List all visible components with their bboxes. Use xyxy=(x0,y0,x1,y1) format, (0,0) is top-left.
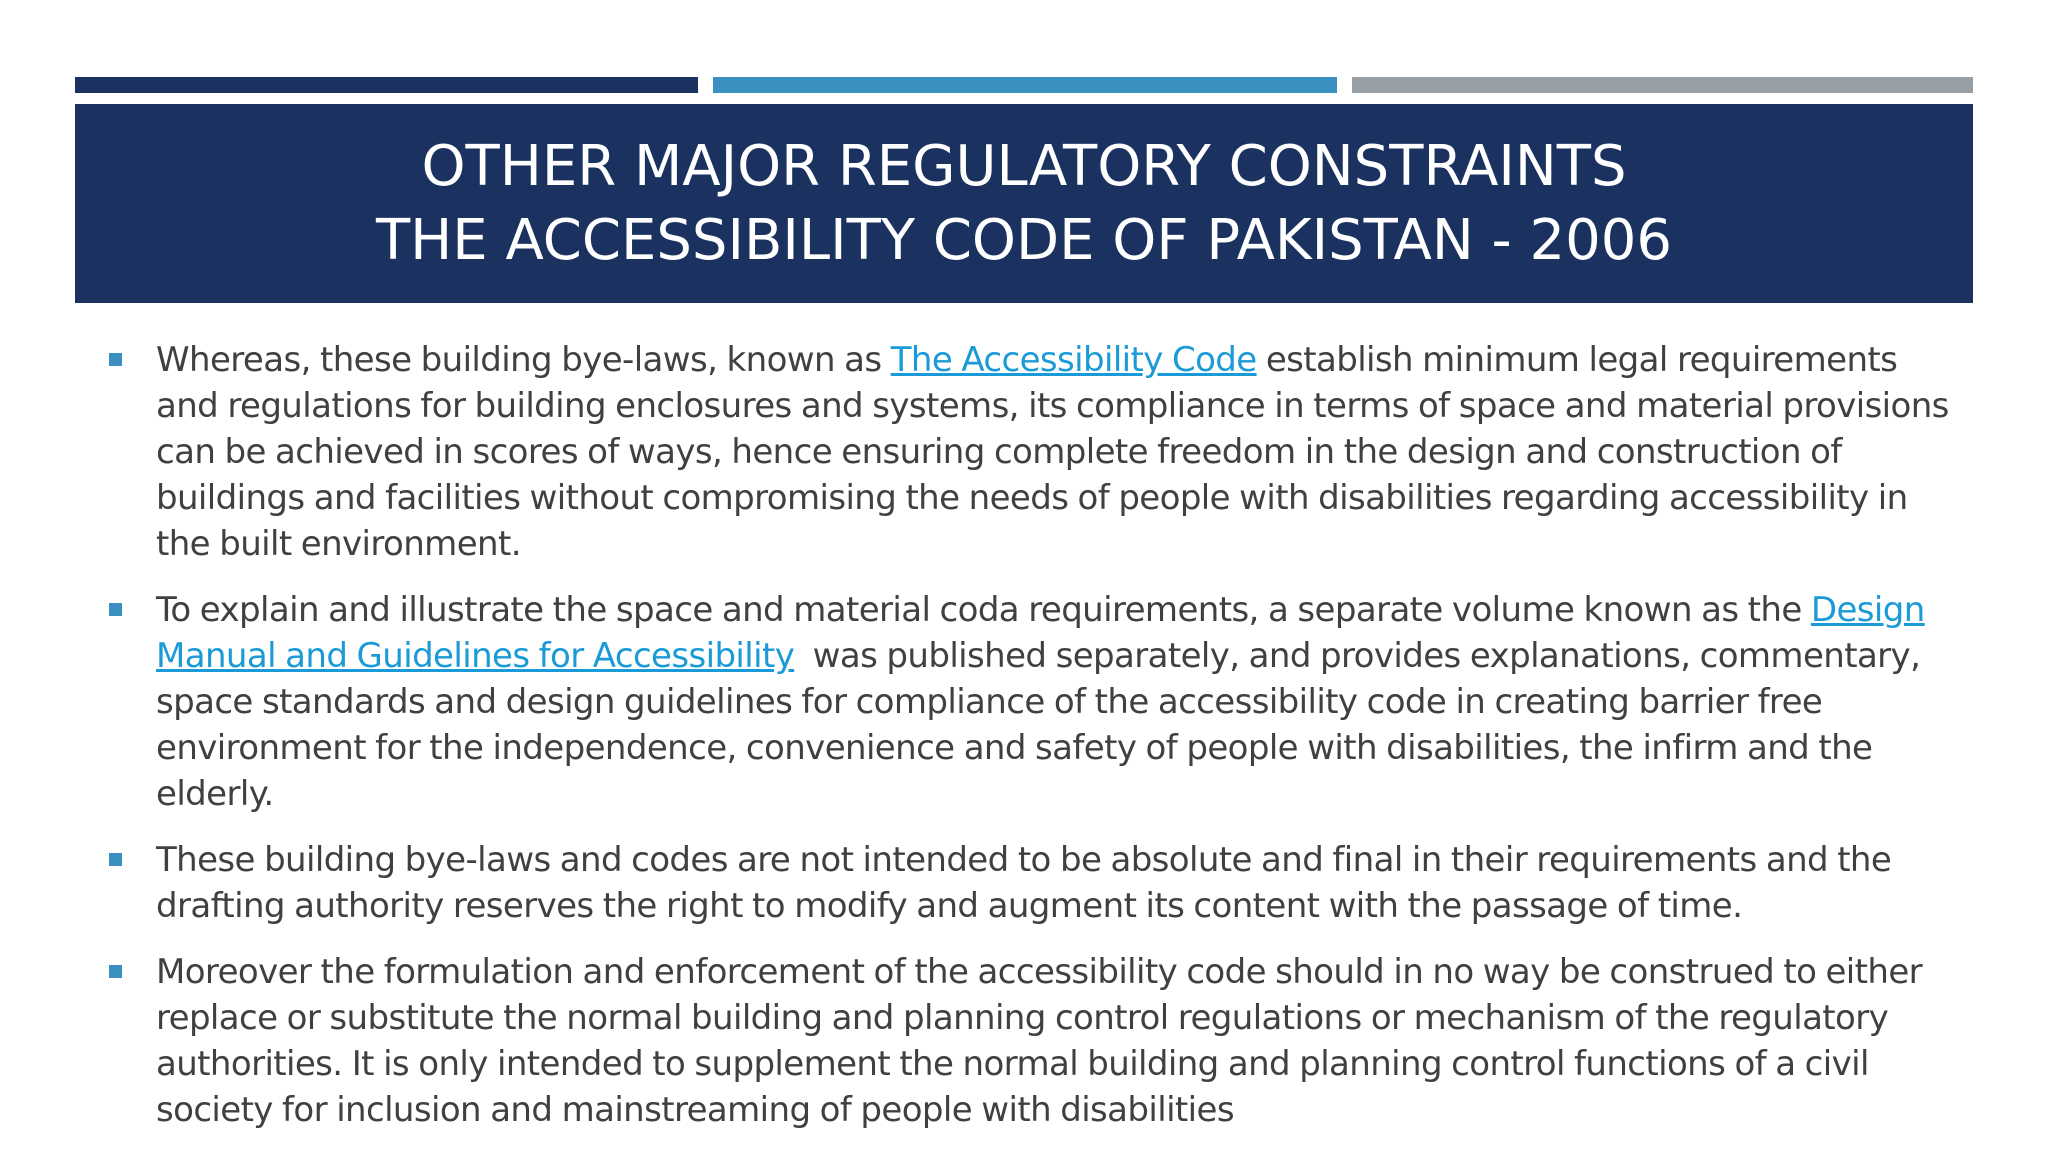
accent-bar-blue xyxy=(713,77,1337,93)
accent-bar-dark xyxy=(75,77,698,93)
bullet-text-before: To explain and illustrate the space and material coda requirements, a separate volume known as the xyxy=(156,590,1811,630)
square-bullet-icon xyxy=(109,353,122,366)
title-line-2: THE ACCESSIBILITY CODE OF PAKISTAN - 2006 xyxy=(375,207,1673,273)
accessibility-code-link[interactable]: The Accessibility Code xyxy=(890,340,1257,380)
bullet-item xyxy=(106,949,1966,1133)
bullet-item xyxy=(106,837,1966,929)
bullet-text-after: was published separately, and provides explanations, commentary, space standards and design guidelines for compliance of the accessibility code in creating barrier free environment for the independence, convenience and safety of people with disabilities, the infirm and the elderly. xyxy=(156,636,1930,814)
accent-bar-gray xyxy=(1352,77,1973,93)
bullet-text: These building bye-laws and codes are not intended to be absolute and final in their requirements and the drafting authority reserves the right to modify and augment its content with the passage of time. xyxy=(156,840,1892,926)
design-manual-link[interactable]: Design Manual and Guidelines for Accessibility xyxy=(156,590,1925,676)
bullet-list xyxy=(106,337,1966,1152)
bullet-text: Moreover the formulation and enforcement of the accessibility code should in no way be construed to either replace or substitute the normal building and planning control regulations or mechanism of the regulatory authorities. It is only intended to supplement the normal building and planning control functions of a civil society for inclusion and mainstreaming of people with disabilities xyxy=(156,952,1923,1130)
square-bullet-icon xyxy=(109,853,122,866)
title-banner xyxy=(75,104,1973,303)
bullet-item xyxy=(106,587,1966,817)
bullet-text-before: Whereas, these building bye-laws, known as xyxy=(156,340,891,380)
title-line-1: OTHER MAJOR REGULATORY CONSTRAINTS xyxy=(421,133,1627,199)
bullet-item xyxy=(106,337,1966,567)
square-bullet-icon xyxy=(109,965,122,978)
bullet-text-after: establish minimum legal requirements and regulations for building enclosures and systems, its compliance in terms of space and material provisions can be achieved in scores of ways, hence ensuring complete freedom in the design and construction of buildings and facilities without compromising the needs of people with disabilities regarding accessibility in the built environment. xyxy=(156,340,1949,564)
square-bullet-icon xyxy=(109,603,122,616)
